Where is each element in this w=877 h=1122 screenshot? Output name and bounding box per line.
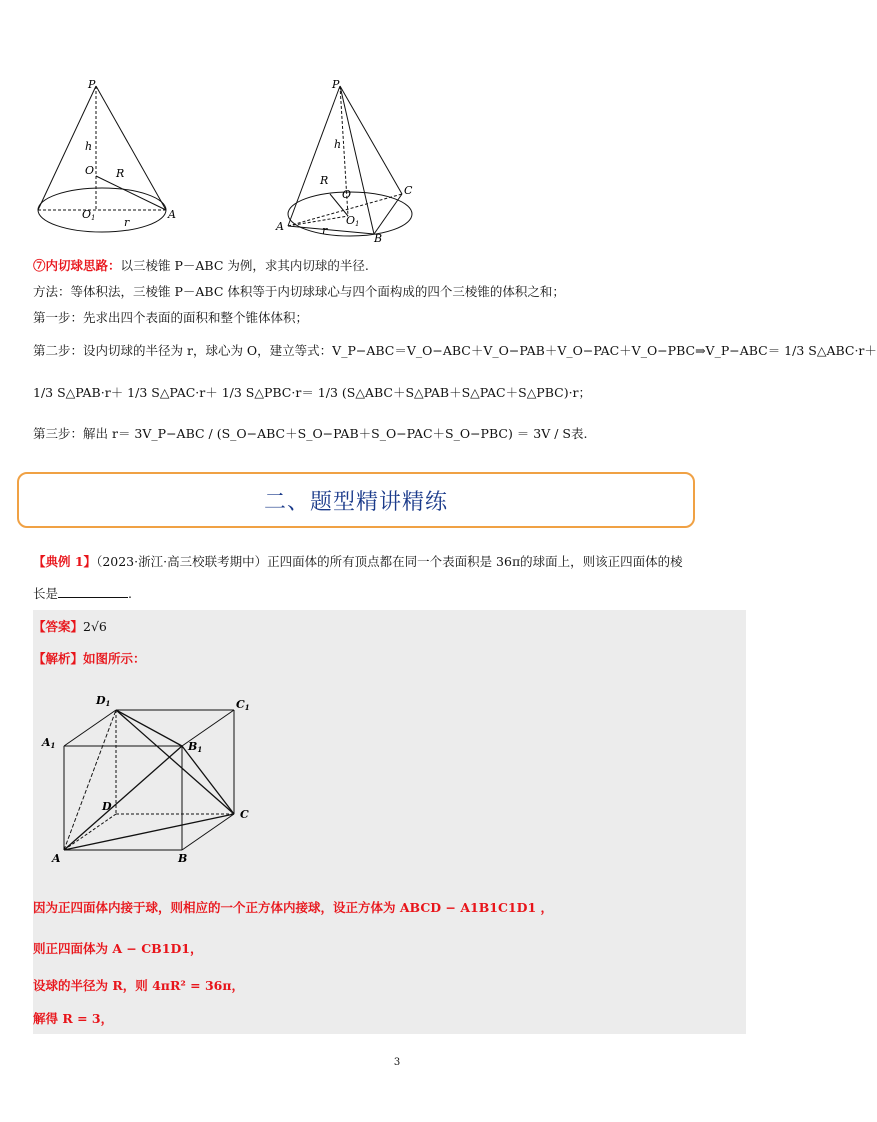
answer-line: 【答案】2√6 (33, 619, 107, 634)
pyramid-label-O: O (342, 188, 352, 201)
pyramid-label-r: r (322, 224, 328, 237)
analysis-line1: 因为正四面体内接于球，则相应的一个正方体内接球，设正方体为 ABCD − A1B1C1D1 ， (33, 900, 554, 915)
cube-figure (36, 688, 266, 866)
section7-method: 方法：等体积法，三棱锥 P－ABC 体积等于内切球球心与四个面构成的四个三棱锥的体积之和； (33, 284, 565, 299)
cube-label-A: A (52, 852, 61, 865)
example-question-cont: 长是 . (33, 586, 132, 601)
pyramid-label-C: C (404, 184, 413, 197)
cone-label-O: O (85, 164, 95, 177)
cube-label-B1: B1 (188, 740, 203, 754)
section7-step1: 第一步：先求出四个表面的面积和整个锥体体积； (33, 310, 309, 325)
cone-label-A: A (168, 208, 176, 221)
pyramid-label-h: h (334, 138, 342, 151)
pyramid-label-A: A (276, 220, 284, 233)
cone-label-h: h (85, 140, 93, 153)
section7-step3: 第三步：解出 r＝ 3V_P−ABC / (S_O−ABC＋S_O−PAB＋S_O−PAC＋S_O−PBC) ＝ 3V / S表. (33, 426, 588, 441)
cube-label-B: B (178, 852, 188, 865)
cone-label-O1: O1 (82, 208, 96, 222)
cube-label-C: C (240, 808, 249, 821)
analysis-line2: 则正四面体为 A − CB1D1， (33, 941, 203, 956)
cube-label-A1: A1 (42, 736, 56, 750)
pyramid-label-P: P (332, 78, 340, 91)
cone-figure (30, 76, 190, 246)
section7-step2-cont: 1/3 S△PAB·r＋ 1/3 S△PAC·r＋ 1/3 S△PBC·r＝ 1/3 (S△ABC＋S△PAB＋S△PAC＋S△PBC)·r； (33, 385, 592, 400)
section7-line1: ⑦内切球思路：以三棱锥 P－ABC 为例，求其内切球的半径. (33, 258, 369, 273)
cone-label-P: P (88, 78, 96, 91)
example-question: 【典例 1】（2023·浙江·高三校联考期中）正四面体的所有顶点都在同一个表面积是 36π的球面上，则该正四面体的棱 (33, 554, 683, 569)
page-number: 3 (393, 1057, 401, 1068)
section7-step2: 第二步：设内切球的半径为 r，球心为 O，建立等式：V_P−ABC＝V_O−ABC＋V_O−PAB＋V_O−PAC＋V_O−PBC⇒V_P−ABC＝ 1/3 S△ABC·r＋ (33, 343, 877, 358)
cube-label-C1: C1 (236, 698, 250, 712)
pyramid-label-O1: O1 (346, 214, 360, 228)
pyramid-figure (270, 76, 430, 246)
cone-label-R: R (116, 167, 125, 180)
pyramid-label-B: B (374, 232, 383, 245)
analysis-line: 【解析】如图所示： (33, 651, 146, 666)
section-banner: 二、题型精讲精练 (17, 472, 695, 528)
cone-label-r: r (124, 216, 130, 229)
pyramid-label-R: R (320, 174, 329, 187)
analysis-line3: 设球的半径为 R，则 4πR² = 36π， (33, 978, 245, 993)
cube-label-D: D (102, 800, 112, 813)
analysis-line4: 解得 R = 3， (33, 1011, 114, 1026)
cube-label-D1: D1 (96, 694, 111, 708)
